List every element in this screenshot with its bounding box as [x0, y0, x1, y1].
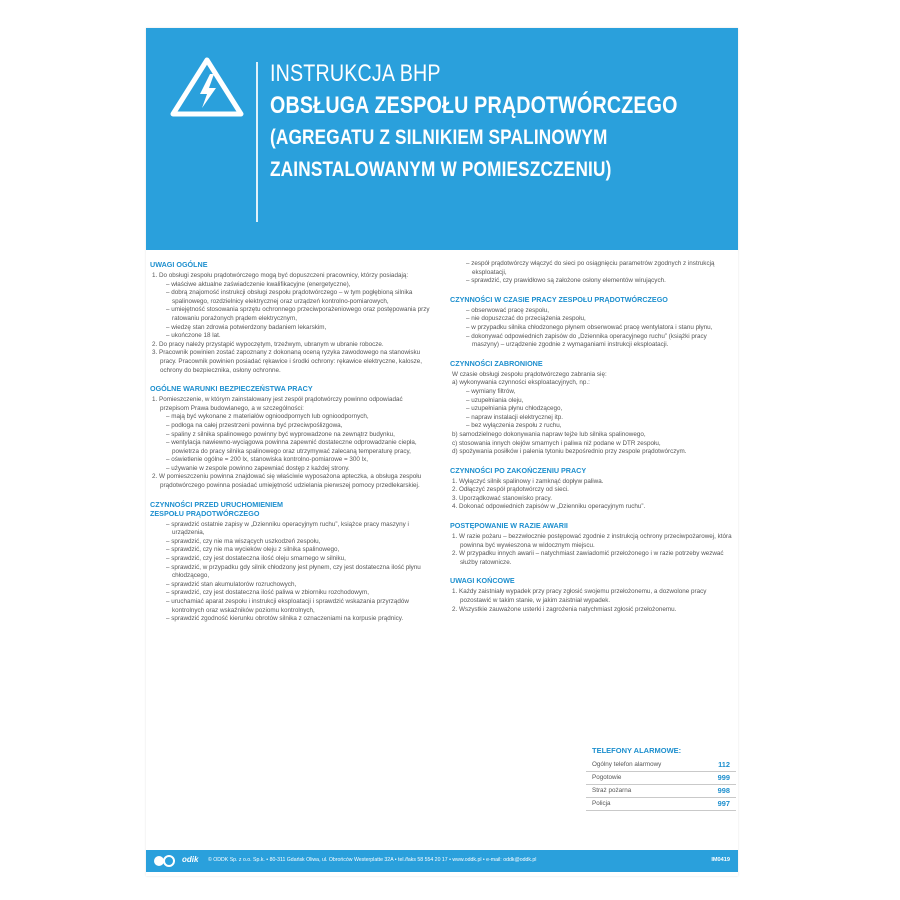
left-column	[150, 260, 432, 624]
title-line-1: INSTRUKCJA BHP	[270, 60, 441, 87]
emergency-phones	[586, 746, 736, 811]
list-item: 2. W przypadku innych awarii – natychmiast zawiadomić przełożonego i w razie potrzeby wezwać służby ratownicze.	[452, 550, 724, 566]
section-heading: UWAGI OGÓLNE	[150, 260, 208, 269]
list-subitem: – właściwe aktualne zaświadczenie kwalifikacyjne (energetyczne),	[166, 280, 351, 288]
title-line-3: (AGREGATU Z SILNIKIEM SPALINOWYM	[270, 126, 608, 149]
list-subitem: – napraw instalacji elektrycznej itp.	[466, 413, 563, 421]
list-subitem: – sprawdzić stan akumulatorów rozruchowych,	[166, 580, 297, 588]
list-subitem: – używanie w zespole powinno zapewniać dostęp z każdej strony.	[166, 464, 350, 472]
right-column	[450, 260, 732, 614]
list-item: 3. Pracownik powinien zostać zapoznany z dokonaną oceną ryzyka zawodowego na stanowisku pracy. Pracownik powinien posiadać rękawice i środki ochrony: rękawice elektryczne, kalosze, ochrony do bezpiecznika, osłony ochronne.	[152, 349, 423, 374]
list-item: W czasie obsługi zespołu prądotwórczego zabrania się:	[452, 370, 607, 378]
section-heading: UWAGI KOŃCOWE	[450, 576, 515, 586]
section-heading	[150, 500, 432, 518]
logo-text: odik	[182, 855, 199, 864]
list-subitem: – sprawdzić ostatnie zapisy w „Dzienniku operacyjnym ruchu”, książce pracy maszyny i urządzenia,	[166, 520, 409, 537]
list-subitem: – zespół prądotwórczy włączyć do sieci po osiągnięciu parametrów zgodnych z instrukcją eksploatacji,	[466, 260, 715, 276]
document-code: IM0419	[711, 857, 730, 863]
list-item: 1. Pomieszczenie, w którym zainstalowany jest zespół prądotwórczy powinno odpowiadać przepisom Prawa budowlanego, a w szczególności:	[152, 396, 403, 412]
list-subitem: – obserwować pracę zespołu,	[466, 306, 549, 314]
list-item: 1. Do obsługi zespołu prądotwórczego mogą być dopuszczeni pracownicy, którzy posiadają:	[152, 272, 409, 279]
list-item: 3. Uporządkować stanowisko pracy.	[452, 494, 552, 502]
list-item: 2. Wszystkie zauważone usterki i zagrożenia natychmiast zgłosić przełożonemu.	[452, 605, 677, 613]
list-subitem: – mają być wykonane z materiałów ognioodpornych lub ognioodpornych,	[166, 413, 369, 421]
list-item: 2. Odłączyć zespół prądotwórczy od sieci.	[452, 486, 569, 494]
section-heading: CZYNNOŚCI ZABRONIONE	[450, 358, 543, 368]
phone-row	[586, 772, 736, 785]
poster-title	[270, 58, 730, 186]
list-subitem: – sprawdzić, czy jest dostateczna ilość paliwa w zbiorniku rozchodowym,	[166, 589, 369, 597]
phone-number: 998	[717, 786, 730, 795]
list-subitem: – sprawdzić, czy jest dostateczna ilość oleju smarnego w silniku,	[166, 555, 346, 563]
phone-number: 112	[718, 760, 730, 769]
list-subitem: – sprawdzić zgodność kierunku obrotów silnika z oznaczeniami na korpusie prądnicy.	[166, 615, 404, 623]
phone-number: 997	[717, 799, 730, 808]
list-subitem: – umiejętność stosowania sprzętu ochronnego przeciwporażeniowego oraz postępowania przy ratowaniu porażonych prądem elektrycznym,	[166, 306, 430, 322]
footer-contact: © ODDK Sp. z o.o. Sp.k. • 80-311 Gdańsk Oliwa, ul. Obrońców Westerplatte 32A • tel./faks 58 554 20 17 • www.oddk.pl • e-mail: oddk@oddk.pl	[208, 857, 537, 863]
list-item: 1. Każdy zaistniały wypadek przy pracy zgłosić swojemu przełożonemu, a dozwolone pracy pozostawić w takim stanie, w jakim zaistniał wypadek.	[452, 588, 707, 605]
list-subitem: – nie dopuszczać do przeciążenia zespołu,	[466, 315, 586, 323]
list-subitem: – bez wyłączenia zespołu z ruchu,	[466, 422, 562, 430]
phone-label: Pogotowie	[592, 774, 622, 781]
bhp-poster	[146, 28, 738, 876]
list-item: c) stosowania innych olejów smarnych i paliwa niż podane w DTR zespołu,	[452, 439, 661, 447]
phone-row	[586, 785, 736, 798]
list-subitem: – ukończone 18 lat.	[166, 332, 221, 340]
section-heading: POSTĘPOWANIE W RAZIE AWARII	[450, 521, 568, 531]
list-subitem: – sprawdzić, czy prawidłowo są założone osłony elementów wirujących.	[466, 277, 666, 285]
list-subitem: – dobrą znajomość instrukcji obsługi zespołu prądotwórczego – w tym pogłębioną silnika spalinowego, rozdzielnicy elektrycznej oraz urządzeń kontrolno-pomiarowych,	[166, 289, 413, 305]
emergency-phones-title: TELEFONY ALARMOWE:	[592, 746, 682, 755]
section-heading: CZYNNOŚCI PO ZAKOŃCZENIU PRACY	[450, 465, 587, 475]
poster-header	[146, 28, 738, 250]
list-item: 2. Do pracy należy przystąpić wypoczętym, trzeźwym, ubranym w ubranie robocze.	[152, 340, 384, 348]
poster-footer	[146, 850, 738, 872]
list-subitem: – sprawdzić, czy nie ma wycieków oleju z silnika spalinowego,	[166, 546, 340, 554]
phone-label: Policja	[592, 800, 611, 807]
list-item: 4. Dokonać odpowiednich zapisów w „Dzienniku operacyjnym ruchu”.	[452, 503, 646, 511]
section-heading: CZYNNOŚCI W CZASIE PRACY ZESPOŁU PRĄDOTWÓRCZEGO	[450, 294, 668, 304]
list-subitem: – wentylacja nawiewno-wyciągowa powinna zapewnić dostateczne odprowadzanie ciepła, powietrza do pracy silnika spalinowego oraz utrzymywać zalecaną temperaturę pracy,	[166, 439, 417, 455]
header-divider	[256, 62, 258, 222]
list-subitem: – uzupełniania oleju,	[466, 396, 524, 404]
list-subitem: – wiedzę stan zdrowia potwierdzony badaniem lekarskim,	[166, 323, 327, 331]
phone-label: Straż pożarna	[592, 787, 632, 794]
title-line-4: ZAINSTALOWANYM W POMIESZCZENIU)	[270, 158, 612, 181]
phone-row	[586, 759, 736, 772]
section-heading-line-1: CZYNNOŚCI PRZED URUCHOMIENIEM	[150, 499, 283, 509]
list-subitem: – sprawdzić, czy nie ma wiszących uszkodzeń zespołu,	[166, 537, 321, 545]
list-subitem: – oświetlenie ogólne = 200 lx, stanowiska kontrolno-pomiarowe = 300 lx,	[166, 456, 368, 464]
list-subitem: – uzupełniania płynu chłodzącego,	[466, 405, 563, 413]
list-subitem: – w przypadku silnika chłodzonego płynem obserwować pracę wentylatora i stanu płynu,	[466, 323, 713, 331]
list-item: b) samodzielnego dokonywania napraw tejże lub silnika spalinowego,	[452, 430, 646, 438]
list-item: 1. W razie pożaru – bezzwłocznie postępować zgodnie z instrukcją ochrony przeciwpożarowej, która powinna być wywieszona w widocznym miejscu.	[452, 533, 732, 549]
title-line-2: OBSŁUGA ZESPOŁU PRĄDOTWÓRCZEGO	[270, 92, 678, 119]
phone-row	[586, 798, 736, 811]
list-subitem: – spaliny z silnika spalinowego powinny być wyprowadzone na zewnątrz budynku,	[166, 430, 395, 438]
phone-number: 999	[717, 773, 730, 782]
list-subitem: – podłoga na całej przestrzeni powinna być przeciwpoślizgowa,	[166, 421, 343, 429]
section-heading: OGÓLNE WARUNKI BEZPIECZEŃSTWA PRACY	[150, 384, 313, 394]
list-item: d) spożywania posiłków i palenia tytoniu bezpośrednio przy zespole prądotwórczym.	[452, 448, 687, 456]
list-subitem: – dokonywać odpowiednich zapisów do „Dziennika operacyjnego ruchu” (książki pracy maszyny) – urządzenie zgodnie z wymaganiami instrukcji eksploatacji.	[466, 332, 707, 349]
list-subitem: – uruchamiać aparat zespołu i instrukcji eksploatacji i sprawdzić wskazania przyrządów kontrolnych oraz wskaźników poziomu kontrolnych,	[166, 598, 409, 614]
list-subitem: – wymiany filtrów,	[466, 387, 516, 395]
section-heading-line-2: ZESPOŁU PRĄDOTWÓRCZEGO	[150, 508, 260, 518]
high-voltage-warning-icon	[170, 56, 244, 118]
list-item: a) wykonywania czynności eksploatacyjnych, np.:	[452, 379, 590, 387]
list-item: 1. Wyłączyć silnik spalinowy i zamknąć dopływ paliwa.	[452, 477, 604, 485]
phone-label: Ogólny telefon alarmowy	[592, 761, 662, 768]
list-subitem: – sprawdzić, w przypadku gdy silnik chłodzony jest płynem, czy jest dostateczna ilość płynu chłodzącego,	[166, 563, 421, 580]
oddk-logo-icon	[152, 854, 182, 868]
list-item: 2. W pomieszczeniu powinna znajdować się właściwie wyposażona apteczka, a obsługa zespołu prądotwórczego powinna posiadać umiejętność udzielania pierwszej pomocy przedlekarskiej.	[152, 473, 422, 490]
